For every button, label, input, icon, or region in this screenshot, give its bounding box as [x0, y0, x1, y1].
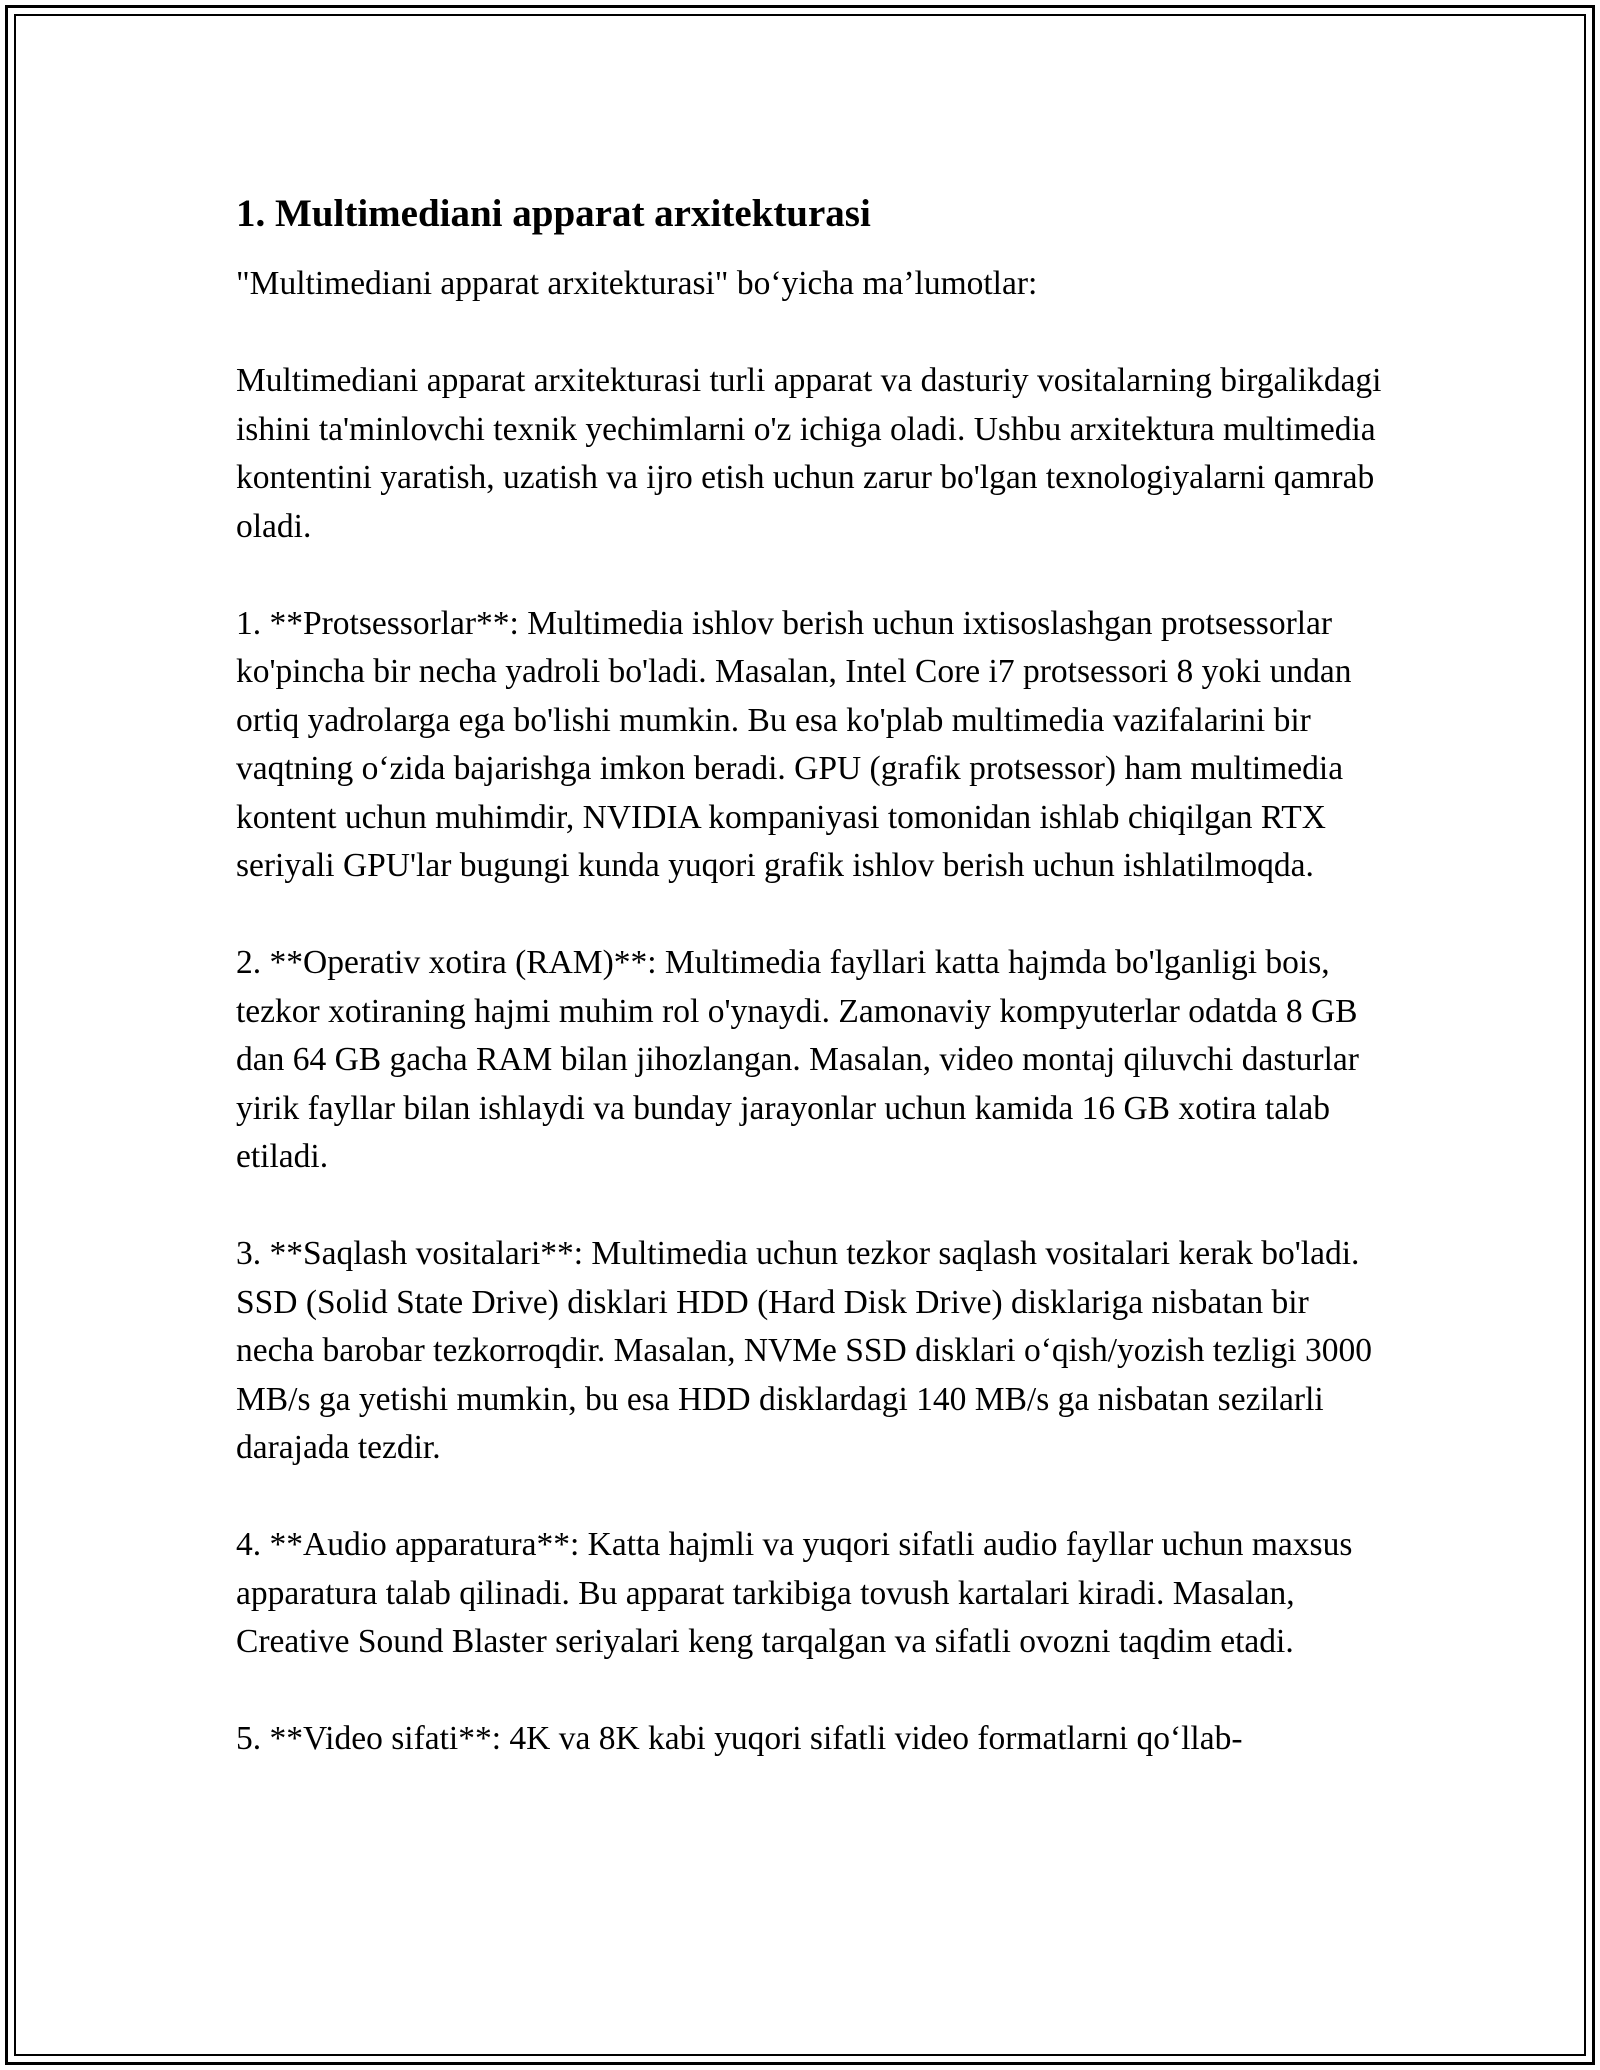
storage-paragraph: 3. **Saqlash vositalari**: Multimedia uchun tezkor saqlash vositalari kerak bo'ladi. SSD (Solid State Drive) disklari HDD (Hard Disk Drive) disklariga nisbatan bir necha barobar tezkorroqdir. Masalan, NVMe SSD disklari o‘qish/yozish tezligi 3000 MB/s ga yetishi mumkin, bu esa HDD disklardagi 140 MB/s ga nisbatan sezilarli darajada tezdir.: [236, 1235, 1372, 1466]
audio-paragraph: 4. **Audio apparatura**: Katta hajmli va yuqori sifatli audio fayllar uchun maxsus apparatura talab qilinadi. Bu apparat tarkibiga tovush kartalari kiradi. Masalan, Creative Sound Blaster seriyalari keng tarqalgan va sifatli ovozni taqdim etadi.: [236, 1526, 1353, 1660]
section-heading: 1. Multimediani apparat arxitekturasi: [236, 192, 871, 235]
video-paragraph: 5. **Video sifati**: 4K va 8K kabi yuqori sifatli video formatlarni qo‘llab-: [236, 1720, 1243, 1757]
document-body: [236, 188, 1386, 1812]
intro-line: "Multimediani apparat arxitekturasi" bo‘yicha ma’lumotlar:: [236, 265, 1038, 302]
processors-paragraph: 1. **Protsessorlar**: Multimedia ishlov berish uchun ixtisoslashgan protsessorlar ko'pincha bir necha yadroli bo'ladi. Masalan, Intel Core i7 protsessori 8 yoki undan ortiq yadrolarga ega bo'lishi mumkin. Bu esa ko'plab multimedia vazifalarini bir vaqtning o‘zida bajarishga imkon beradi. GPU (grafik protsessor) ham multimedia kontent uchun muhimdir, NVIDIA kompaniyasi tomonidan ishlab chiqilgan RTX seriyali GPU'lar bugungi kunda yuqori grafik ishlov berish uchun ishlatilmoqda.: [236, 604, 1352, 884]
overview-paragraph: Multimediani apparat arxitekturasi turli apparat va dasturiy vositalarning birgalikdagi ishini ta'minlovchi texnik yechimlarni o'z ichiga oladi. Ushbu arxitektura multimedia kontentini yaratish, uzatish va ijro etish uchun zarur bo'lgan texnologiyalarni qamrab oladi.: [236, 362, 1382, 545]
ram-paragraph: 2. **Operativ xotira (RAM)**: Multimedia fayllari katta hajmda bo'lganligi bois, tezkor xotiraning hajmi muhim rol o'ynaydi. Zamonaviy kompyuterlar odatda 8 GB dan 64 GB gacha RAM bilan jihozlangan. Masalan, video montaj qiluvchi dasturlar yirik fayllar bilan ishlaydi va bunday jarayonlar uchun kamida 16 GB xotira talab etiladi.: [236, 944, 1359, 1175]
